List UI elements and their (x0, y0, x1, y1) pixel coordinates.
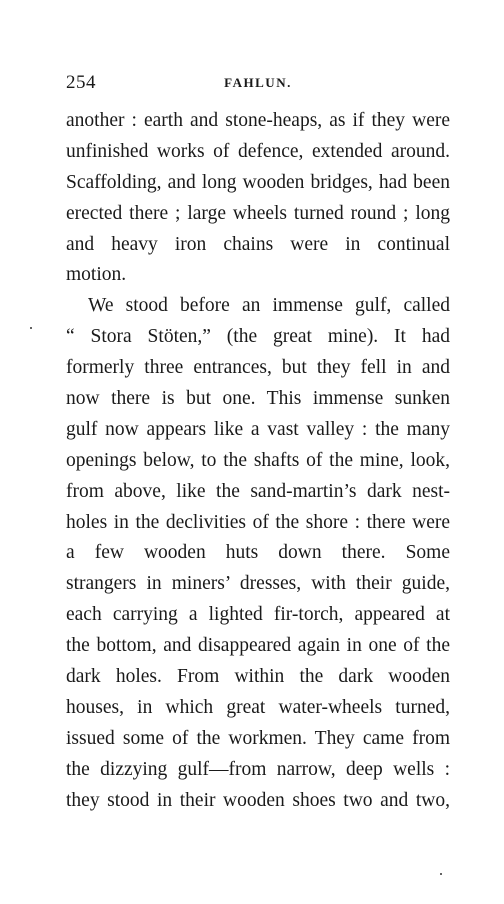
text-line: issued some of the workmen. They came from (66, 727, 450, 749)
text-line: Scaffolding, and long wooden bridges, had been (66, 171, 450, 193)
text-line: another : earth and stone-heaps, as if they were (66, 110, 450, 131)
text-line: a few wooden huts down there. Some (66, 542, 450, 564)
text-line: the dizzying gulf—from narrow, deep wells : (66, 758, 450, 780)
text-line: each carrying a lighted fir-torch, appeared at (66, 604, 450, 626)
text-line: motion. (66, 264, 127, 286)
text-line: they stood in their wooden shoes two and two, (66, 789, 450, 811)
text-line: gulf now appears like a vast valley : the many (66, 418, 450, 440)
text-line: erected there ; large wheels turned round ; long (66, 202, 450, 224)
page-number: 254 (66, 72, 96, 93)
body-text (66, 106, 450, 816)
running-title: FAHLUN. (224, 75, 292, 90)
text-line: from above, like the sand-martin’s dark nest- (66, 480, 450, 502)
text-line: holes in the declivities of the shore : there were (66, 511, 450, 533)
text-line: houses, in which great water-wheels turned, (66, 696, 450, 718)
running-head (66, 72, 450, 98)
margin-speck (30, 327, 32, 329)
text-line: “ Stora Stöten,” (the great mine). It had (66, 326, 450, 348)
text-line: dark holes. From within the dark wooden (66, 666, 450, 688)
text-line: strangers in miners’ dresses, with their guide, (66, 573, 450, 595)
text-line: formerly three entrances, but they fell in and (66, 357, 450, 379)
margin-speck (440, 873, 442, 875)
text-line: openings below, to the shafts of the mine, look, (66, 449, 450, 471)
text-line: and heavy iron chains were in continual (66, 233, 450, 255)
text-line: unfinished works of defence, extended around. (66, 140, 450, 162)
text-line: now there is but one. This immense sunken (66, 388, 450, 410)
text-line: the bottom, and disappeared again in one of the (66, 635, 450, 657)
paragraph-first-line: We stood before an immense gulf, called (88, 295, 450, 317)
